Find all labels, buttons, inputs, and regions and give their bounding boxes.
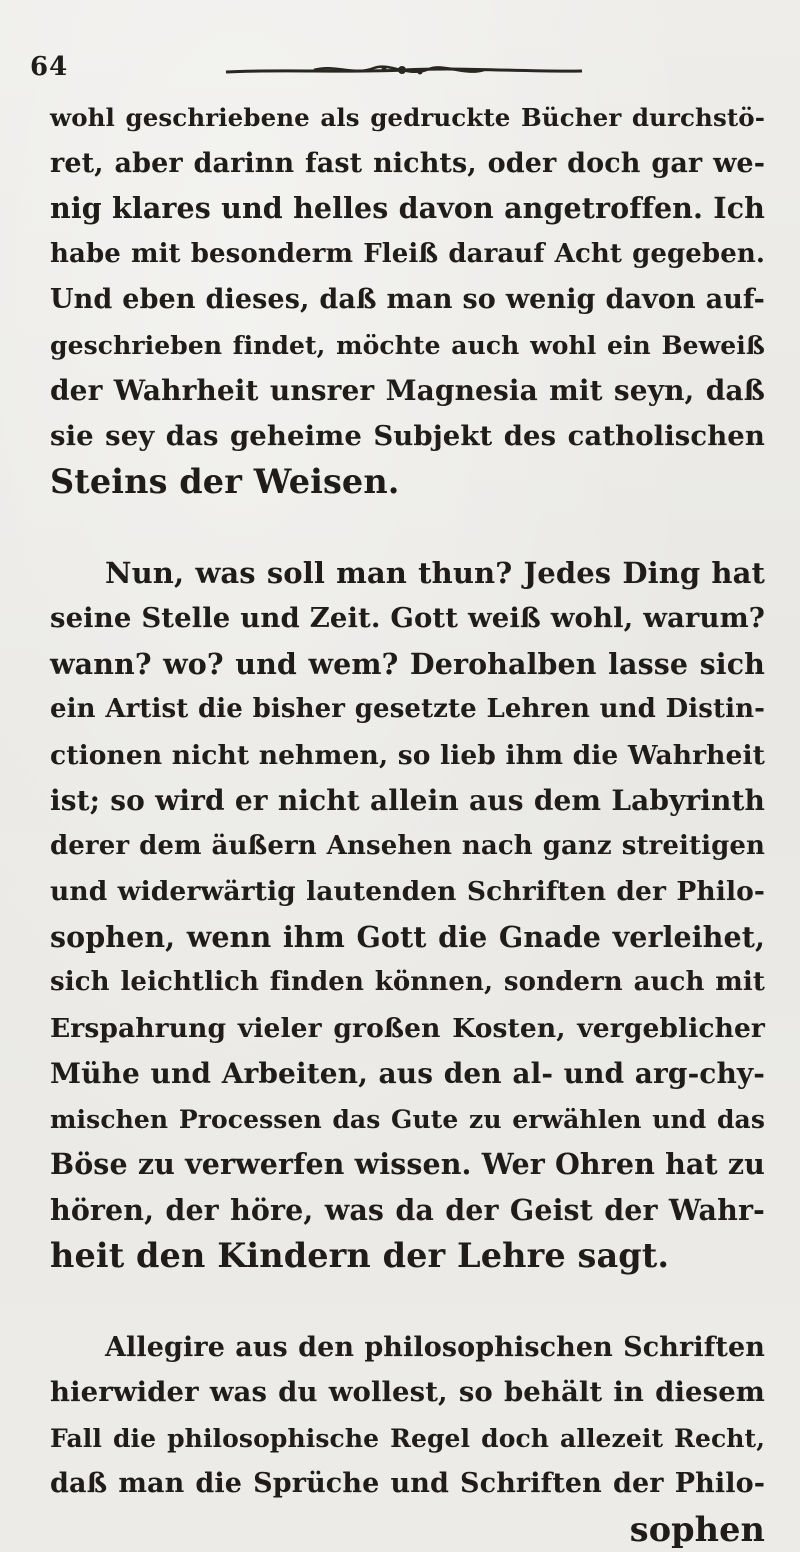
- text-line: ein Artist die bisher gesetzte Lehren und Distin-: [50, 687, 765, 733]
- text-line: heit den Kindern der Lehre sagt.: [50, 1233, 765, 1279]
- text-line: sophen, wenn ihm Gott die Gnade verleihet,: [50, 915, 765, 961]
- text-line: habe mit besonderm Fleiß darauf Acht gegeben.: [50, 232, 765, 278]
- text-line: wohl geschriebene als gedruckte Bücher durchstö-: [50, 95, 765, 141]
- text-line: hören, der höre, was da der Geist der Wahr-: [50, 1188, 765, 1234]
- header-ornament: [224, 60, 584, 82]
- text-line: Fall die philosophische Regel doch allezeit Recht,: [50, 1416, 765, 1462]
- text-line: Und eben dieses, daß man so wenig davon auf-: [50, 277, 765, 323]
- text-line: ist; so wird er nicht allein aus dem Labyrinth: [50, 778, 765, 824]
- page-number: 64: [30, 52, 68, 82]
- text-line: ctionen nicht nehmen, so lieb ihm die Wahrheit: [50, 733, 765, 779]
- text-line: seine Stelle und Zeit. Gott weiß wohl, warum?: [50, 596, 765, 642]
- catchword: sophen: [50, 1507, 765, 1552]
- text-line: mischen Processen das Gute zu erwählen und das: [50, 1097, 765, 1143]
- text-line: sich leichtlich finden können, sondern auch mit: [50, 960, 765, 1006]
- text-line: derer dem äußern Ansehen nach ganz streitigen: [50, 824, 765, 870]
- text-line: und widerwärtig lautenden Schriften der Philo-: [50, 869, 765, 915]
- text-line: Böse zu verwerfen wissen. Wer Ohren hat zu: [50, 1142, 765, 1188]
- text-line: ret, aber darinn fast nichts, oder doch gar we-: [50, 141, 765, 187]
- text-line: der Wahrheit unsrer Magnesia mit seyn, daß: [50, 368, 765, 414]
- text-line: nig klares und helles davon angetroffen. Ich: [50, 186, 765, 232]
- text-line: daß man die Sprüche und Schriften der Philo-: [50, 1461, 765, 1507]
- text-line: Allegire aus den philosophischen Schriften: [50, 1325, 765, 1371]
- text-line: Erspahrung vieler großen Kosten, vergeblicher: [50, 1006, 765, 1052]
- text-line: Nun, was soll man thun? Jedes Ding hat: [50, 551, 765, 597]
- text-line: Mühe und Arbeiten, aus den al- und arg-chy-: [50, 1051, 765, 1097]
- text-line: wann? wo? und wem? Derohalben lasse sich: [50, 642, 765, 688]
- text-line: hierwider was du wollest, so behält in diesem: [50, 1370, 765, 1416]
- text-line: sie sey das geheime Subjekt des catholischen: [50, 414, 765, 460]
- text-line: Steins der Weisen.: [50, 459, 765, 505]
- body-text: [50, 95, 765, 1552]
- text-line: geschrieben findet, möchte auch wohl ein Beweiß: [50, 323, 765, 369]
